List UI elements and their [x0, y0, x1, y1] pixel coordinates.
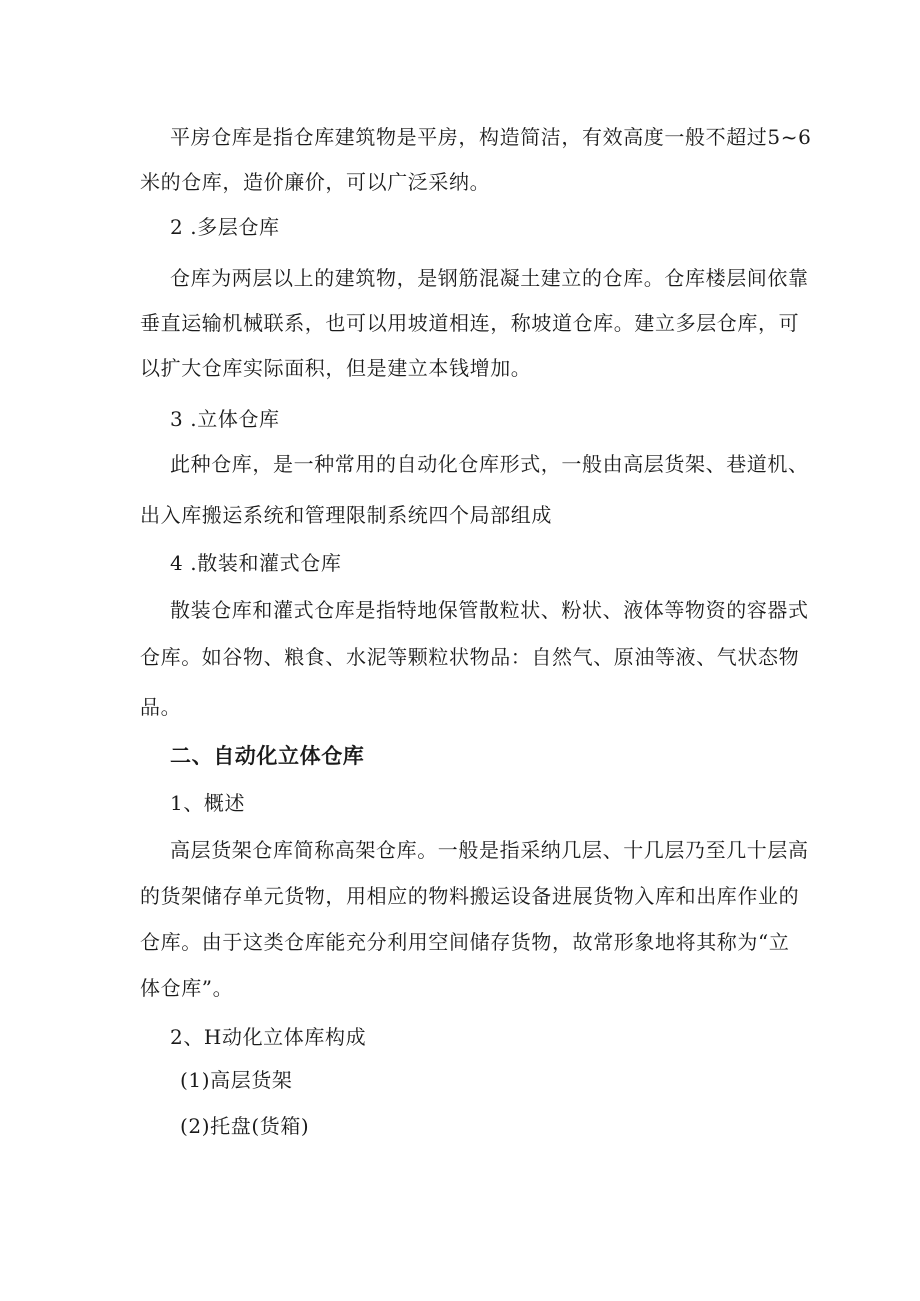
- paragraph-line: 体仓库”。: [140, 976, 234, 1000]
- paragraph-line: 散装仓库和灌式仓库是指特地保管散粒状、粉状、液体等物资的容器式: [170, 598, 809, 622]
- section-heading: 1、概述: [170, 791, 246, 815]
- paragraph-line: 仓库。如谷物、粮食、水泥等颗粒状物品：自然气、原油等液、气状态物: [140, 645, 800, 669]
- chapter-heading: 二、自动化立体仓库: [170, 744, 365, 768]
- paragraph-line: 的货架储存单元货物，用相应的物料搬运设备进展货物入库和出库作业的: [140, 884, 800, 908]
- paragraph-line: 以扩大仓库实际面积，但是建立本钱增加。: [140, 356, 532, 380]
- paragraph-line: 出入库搬运系统和管理限制系统四个局部组成: [140, 503, 552, 527]
- list-item: (2)托盘(货箱): [180, 1114, 310, 1138]
- paragraph-line: 仓库为两层以上的建筑物，是钢筋混凝土建立的仓库。仓库楼层间依靠: [170, 266, 809, 290]
- paragraph-line: 此种仓库，是一种常用的自动化仓库形式，一般由高层货架、巷道机、: [170, 452, 809, 476]
- section-heading: 4 .散装和灌式仓库: [170, 551, 342, 575]
- paragraph-line: 高层货架仓库简称高架仓库。一般是指采纳几层、十几层乃至几十层高: [170, 838, 809, 862]
- section-heading: 2、H动化立体库构成: [170, 1025, 367, 1049]
- paragraph-line: 垂直运输机械联系，也可以用坡道相连，称坡道仓库。建立多层仓库，可: [140, 311, 800, 335]
- paragraph-line: 米的仓库，造价廉价，可以广泛采纳。: [140, 170, 491, 194]
- paragraph-line: 品。: [140, 695, 182, 719]
- section-heading: 2 .多层仓库: [170, 215, 280, 239]
- paragraph-line: 仓库。由于这类仓库能充分利用空间储存货物，故常形象地将其称为“立: [140, 930, 790, 954]
- list-item: (1)高层货架: [180, 1068, 293, 1092]
- section-heading: 3 .立体仓库: [170, 407, 280, 431]
- paragraph-line: 平房仓库是指仓库建筑物是平房，构造简洁，有效高度一般不超过5~6: [170, 125, 812, 149]
